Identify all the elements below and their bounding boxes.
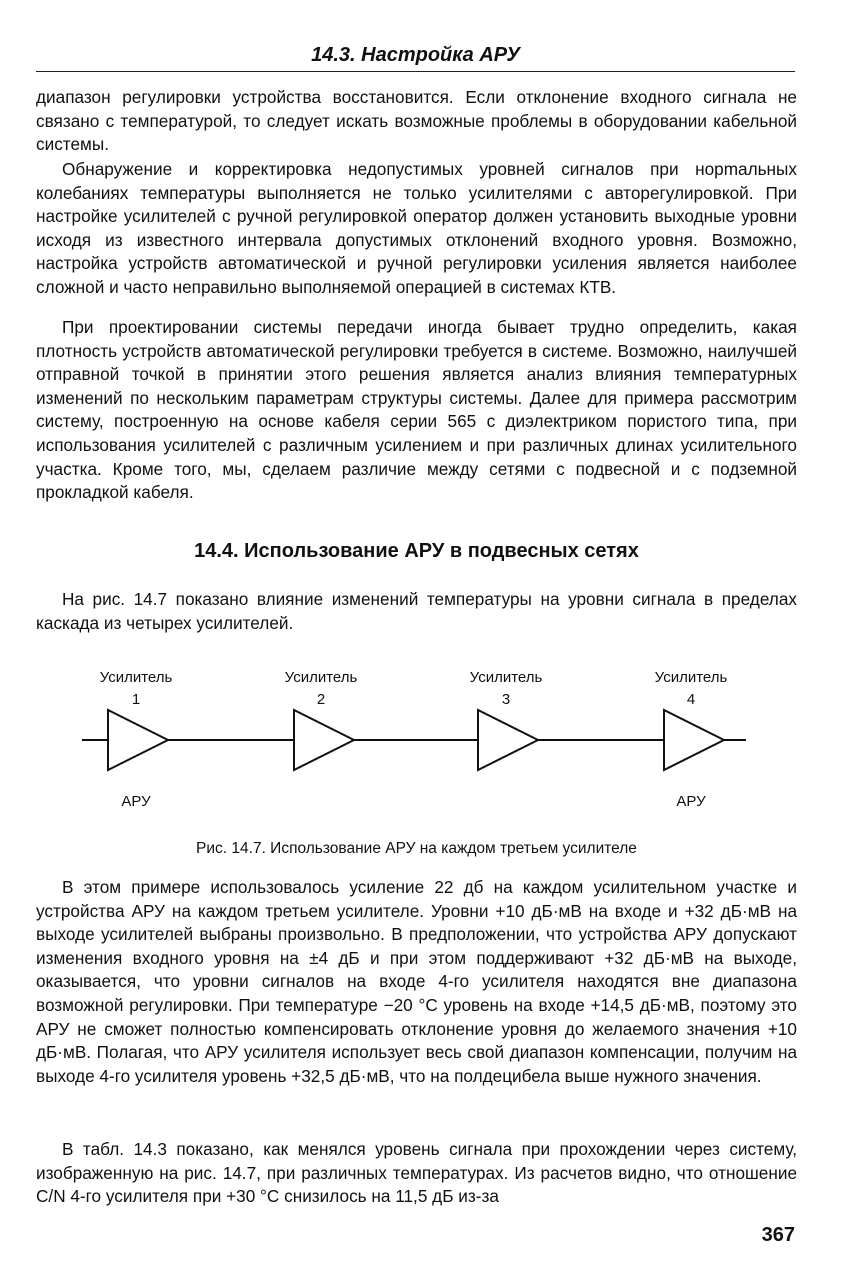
section-heading: 14.4. Использование АРУ в подвесных сетях — [194, 540, 639, 562]
amplifier-4-number: 4 — [686, 691, 696, 708]
figure-caption: Рис. 14.7. Использование АРУ на каждом третьем усилителе — [196, 840, 637, 857]
amplifier-3 — [470, 669, 543, 770]
amplifier-1 — [100, 669, 173, 810]
amplifier-3-triangle-icon — [478, 710, 538, 770]
paragraph-design: При проектировании системы передачи иногда бывает трудно определить, какая плотность устройств автоматической регулировки требуется в системе. Возможно, наилучшей отправной точкой в принятии этого решения является анализ влияния температурных изменений по нескольким параметрам структуры системы. Далее для примера рассмотрим систему, построенную на основе кабеля серии 565 с диэлектриком пористого типа, при использования усилителей с различным усилением и при различных длинах усилительного участка. Кроме того, мы, сделаем различие между сетями с подвесной и с подземной прокладкой кабеля. — [36, 317, 797, 503]
amplifier-3-number: 3 — [501, 691, 511, 708]
amplifier-2-triangle-icon — [294, 710, 354, 770]
amplifier-4-agc-label: АРУ — [676, 793, 706, 810]
amplifier-2 — [285, 669, 358, 770]
amplifier-1-triangle-icon — [108, 710, 168, 770]
amplifier-1-label: Усилитель — [99, 669, 173, 686]
amplifier-4 — [655, 669, 728, 810]
paragraph-table-reference: В табл. 14.3 показано, как менялся уровень сигнала при прохождении через систему, изображенную на рис. 14.7, при различных температурах. Из расчетов видно, что отношение C/N 4-го усилителя при +30 °С снизилось на 11,5 дБ из-за — [36, 1139, 797, 1207]
amplifier-1-number: 1 — [131, 691, 141, 708]
section-intro: На рис. 14.7 показано влияние изменений температуры на уровни сигнала в пределах каскада из четырех усилителей. — [36, 589, 797, 633]
paragraph-example: В этом примере использовалось усиление 22 дб на каждом усилительном участке и устройства АРУ на каждом третьем усилителе. Уровни +10 дБ·мВ на входе и +32 дБ·мВ на выходе усилителей выбраны произвольно. В предположении, что устройства АРУ допускают изменения входного уровня на ±4 дБ и при этом поддерживают +32 дБ·мВ на выходе, оказывается, что уровни сигналов на входе 4-го усилителя находятся вне диапазона возможной регулировки. При температуре −20 °С уровень на входе +14,5 дБ·мВ, поэтому это АРУ не сможет полностью компенсировать отклонение уровня до желаемого значения +10 дБ·мВ. Полагая, что АРУ усилителя использует весь свой диапазон компенсации, получим на выходе 4-го усилителя уровень +32,5 дБ·мВ, что на полдецибела выше нужного значения. — [36, 877, 797, 1086]
amplifier-4-triangle-icon — [664, 710, 724, 770]
amplifier-cascade-diagram — [70, 662, 770, 822]
amplifier-2-number: 2 — [316, 691, 326, 708]
page-number: 367 — [761, 1224, 795, 1246]
amplifier-4-label: Усилитель — [654, 669, 728, 686]
running-header: 14.3. Настройка АРУ — [36, 44, 795, 72]
amplifier-2-label: Усилитель — [284, 669, 358, 686]
paragraph-continued: диапазон регулировки устройства восстановится. Если отклонение входного сигнала не связано с температурой, то следует искать возможные проблемы в оборудовании кабельной системы. — [36, 87, 797, 155]
paragraph-detection: Обнаружение и корректировка недопустимых уровней сигналов при норmальных колебаниях температуры выполняется не только усилителями с авторегулировкой. При настройке усилителей с ручной регулировкой оператор должен установить выходные уровни исходя из известного интервала допустимых отклонений входного уровня. Возможно, настройка устройств автоматической и ручной регулировки усиления является наиболее сложной и часто неправильно выполняемой операцией в системах КТВ. — [36, 159, 797, 297]
amplifier-1-agc-label: АРУ — [121, 793, 151, 810]
amplifier-3-label: Усилитель — [469, 669, 543, 686]
